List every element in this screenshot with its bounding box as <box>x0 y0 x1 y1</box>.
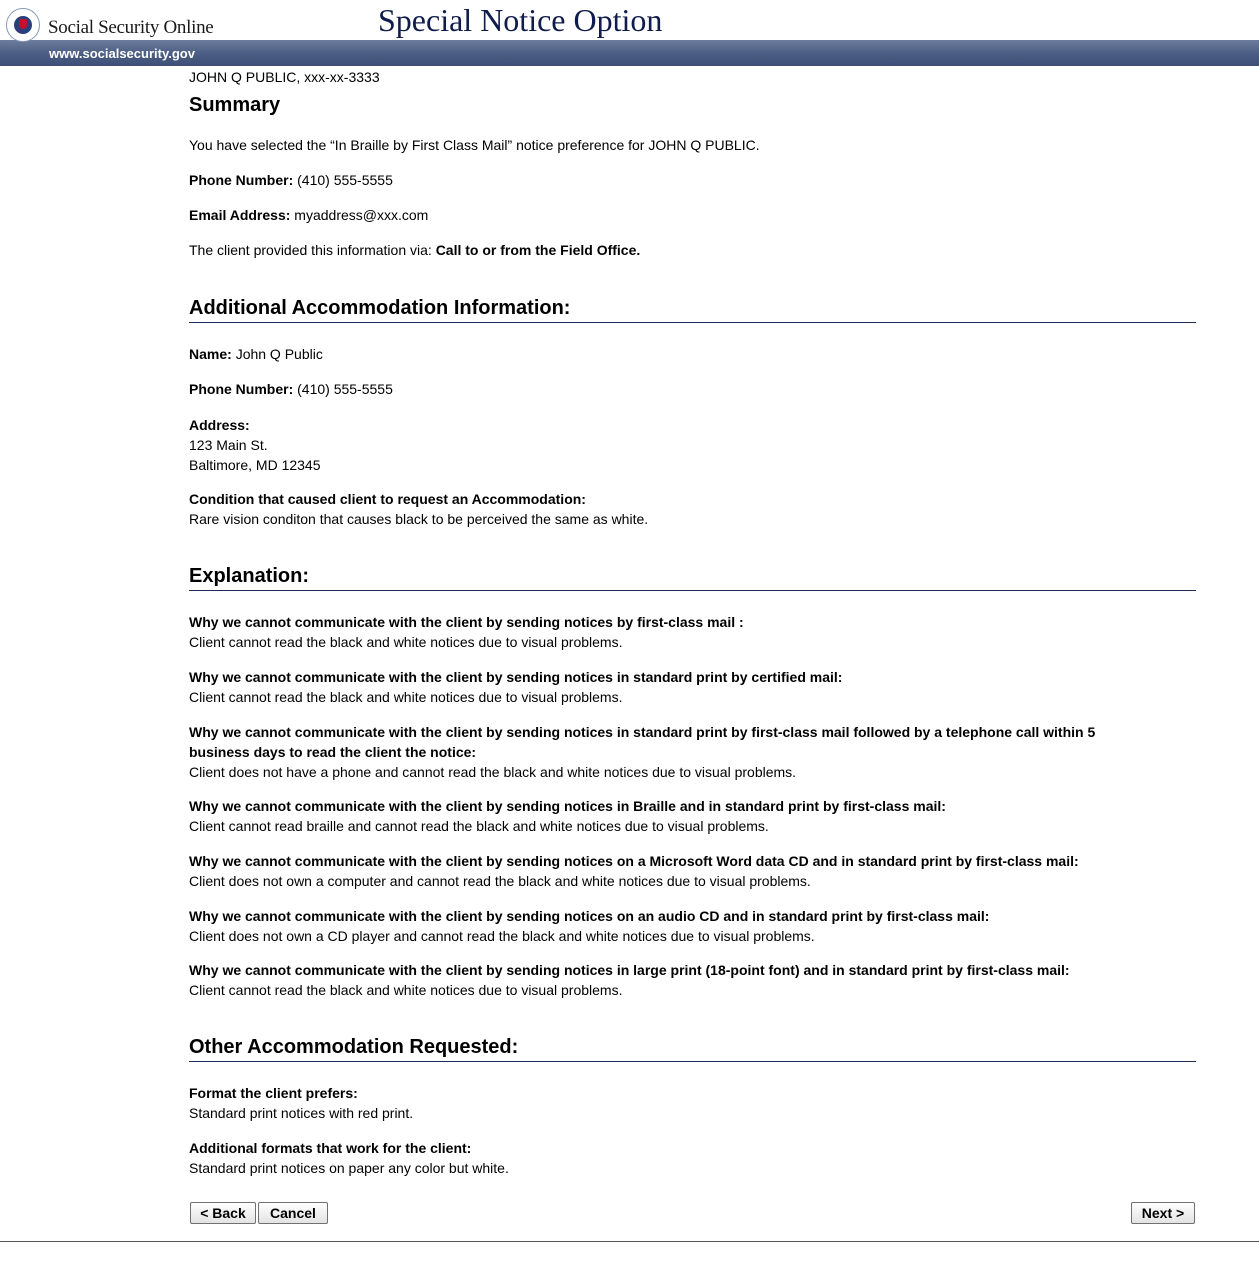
selected-preference-text: You have selected the “In Braille by First Class Mail” notice preference for JOHN Q PUBLIC. <box>189 137 760 153</box>
condition-value: Rare vision conditon that causes black to be perceived the same as white. <box>189 511 649 527</box>
explanation-item <box>189 796 1196 836</box>
page-title: Special Notice Option <box>378 2 663 38</box>
ssa-seal-icon[interactable] <box>6 8 40 42</box>
additional-formats-label: Additional formats that work for the client: <box>189 1140 472 1156</box>
explanation-question: Why we cannot communicate with the client by sending notices in Braille and in standard print by first-class mail: <box>189 798 946 814</box>
accommodation-condition <box>189 489 1196 529</box>
additional-formats-value: Standard print notices on paper any color but white. <box>189 1160 509 1176</box>
summary-email <box>189 205 428 225</box>
condition-label: Condition that caused client to request an Accommodation: <box>189 491 586 507</box>
explanation-answer: Client cannot read braille and cannot read the black and white notices due to visual problems. <box>189 818 769 834</box>
summary-phone-value: (410) 555-5555 <box>297 172 393 188</box>
accommodation-address <box>189 415 1196 475</box>
explanation-item <box>189 612 1196 652</box>
explanation-answer: Client cannot read the black and white notices due to visual problems. <box>189 689 623 705</box>
accommodation-name <box>189 344 323 364</box>
summary-via-value: Call to or from the Field Office. <box>435 242 641 258</box>
address-line1: 123 Main St. <box>189 437 268 453</box>
summary-phone-label: Phone Number: <box>189 172 294 188</box>
accommodation-phone-value: (410) 555-5555 <box>297 381 393 397</box>
explanation-item <box>189 851 1196 891</box>
summary-via <box>189 240 640 260</box>
site-name[interactable]: Social Security Online <box>48 17 214 38</box>
preferred-format-label: Format the client prefers: <box>189 1085 358 1101</box>
address-line2: Baltimore, MD 12345 <box>189 457 321 473</box>
preferred-format-value: Standard print notices with red print. <box>189 1105 414 1121</box>
accommodation-phone-label: Phone Number: <box>189 381 294 397</box>
explanation-question: Why we cannot communicate with the client by sending notices in standard print by first-class mail followed by a telephone call within 5 business days to read the client the notice: <box>189 724 1096 760</box>
explanation-item <box>189 960 1196 1000</box>
explanation-question: Why we cannot communicate with the client by sending notices on a Microsoft Word data CD and in standard print by first-class mail: <box>189 853 1079 869</box>
site-header <box>0 0 1259 66</box>
accommodation-name-label: Name: <box>189 346 232 362</box>
explanation-item <box>189 667 1196 707</box>
other-accommodation-section-title: Other Accommodation Requested: <box>189 1036 1196 1062</box>
summary-title: Summary <box>189 94 281 116</box>
explanation-answer: Client does not own a CD player and cannot read the black and white notices due to visual problems. <box>189 928 815 944</box>
footer-divider <box>0 1241 1259 1242</box>
summary-phone <box>189 170 393 190</box>
accommodation-section-title: Additional Accommodation Information: <box>189 297 1196 323</box>
address-label: Address: <box>189 417 250 433</box>
explanation-question: Why we cannot communicate with the client by sending notices on an audio CD and in standard print by first-class mail: <box>189 908 990 924</box>
cancel-button[interactable]: Cancel <box>258 1202 328 1224</box>
header-bar <box>0 40 1259 66</box>
explanation-question: Why we cannot communicate with the client by sending notices by first-class mail : <box>189 614 744 630</box>
summary-via-label: The client provided this information via: <box>189 242 432 258</box>
preferred-format <box>189 1083 1196 1123</box>
explanation-answer: Client cannot read the black and white notices due to visual problems. <box>189 982 623 998</box>
back-button[interactable]: < Back <box>190 1202 256 1224</box>
accommodation-name-value: John Q Public <box>235 346 323 362</box>
explanation-answer: Client does not own a computer and cannot read the black and white notices due to visual problems. <box>189 873 811 889</box>
accommodation-phone <box>189 379 393 399</box>
next-button[interactable]: Next > <box>1131 1202 1195 1224</box>
explanation-item <box>189 906 1196 946</box>
client-id: JOHN Q PUBLIC, xxx-xx-3333 <box>189 69 380 85</box>
explanation-answer: Client does not have a phone and cannot read the black and white notices due to visual problems. <box>189 764 797 780</box>
explanation-section-title: Explanation: <box>189 565 1196 591</box>
summary-email-value: myaddress@xxx.com <box>294 207 429 223</box>
summary-email-label: Email Address: <box>189 207 291 223</box>
site-url-link[interactable]: www.socialsecurity.gov <box>49 46 195 61</box>
explanation-item <box>189 722 1149 782</box>
explanation-question: Why we cannot communicate with the client by sending notices in standard print by certified mail: <box>189 669 843 685</box>
explanation-answer: Client cannot read the black and white notices due to visual problems. <box>189 634 623 650</box>
explanation-question: Why we cannot communicate with the client by sending notices in large print (18-point font) and in standard print by first-class mail: <box>189 962 1070 978</box>
additional-formats <box>189 1138 1196 1178</box>
